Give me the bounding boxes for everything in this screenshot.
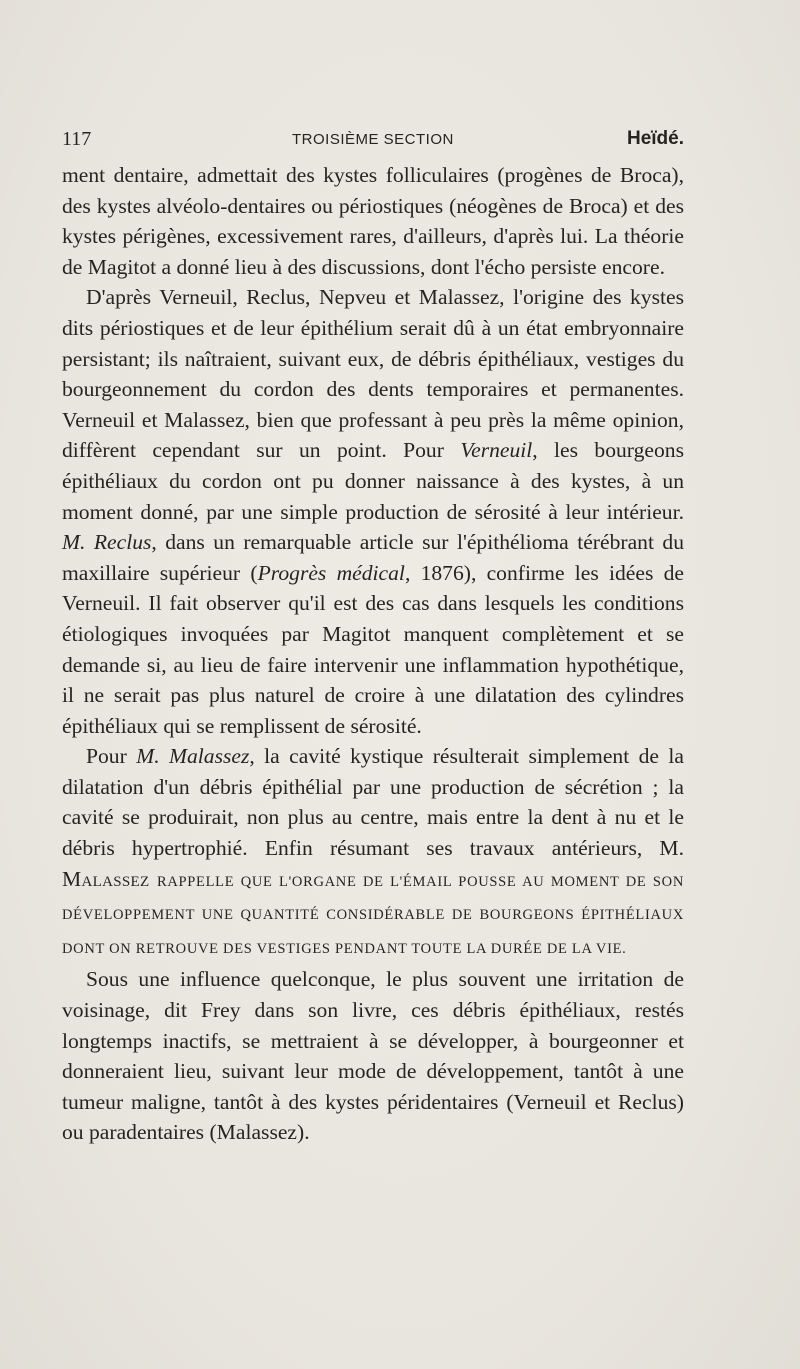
emphasis-verneuil: Verneuil [460,438,533,463]
page-number: 117 [62,128,92,150]
emphasis-reclus: M. Reclus [62,530,152,555]
paragraph-3-text-b: , la cavité kystique résulterait simplement de la dilatation d'un débris épithélial par une production de sécrétion ; la cavité se produirait, non plus au centre, mais entre la dent à nu et le débris hypertrophié. Enfin résumant ses travaux antérieurs, M. [62,744,684,861]
paragraph-2-text-b: , les bourgeons épithéliaux du cordon ont pu donner naissance à des kystes, à un moment donné, par une simple production de sérosité à leur intérieur. [62,438,684,524]
paragraph-3-text-a: Pour [86,744,127,769]
paragraph-2-text-d: , 1876), confirme les idées de Verneuil. Il fait observer qu'il est des cas dans lesquels les conditions étiologiques invoquées par Magitot manquent complètement et se demande si, au lieu de faire intervenir une inflammation hypothétique, il ne serait pas plus naturel de croire à une dilatation des cylindres épithéliaux qui se remplissent de sérosité. [62,560,684,738]
paragraph-1: ment dentaire, admettait des kystes folliculaires (progènes de Broca), des kystes alvéolo-dentaires ou périostiques (néogènes de Broca) et des kystes périgènes, excessivement rares, d'ailleurs, d'après lui. La théorie de Magitot a donné lieu à des discussions, dont l'écho persiste encore. [62,163,684,279]
paragraph-2 [62,282,684,741]
paragraph-2-text-c: , dans un remarquable article sur l'épithélioma térébrant du maxillaire supérieur ( [62,530,684,585]
author-name: Heïdé. [626,128,684,149]
paragraph-2-text-a: D'après Verneuil, Reclus, Nepveu et Malassez, l'origine des kystes dits périostiques et de leur épithélium serait dû à un état embryonnaire persistant; ils naîtraient, suivant eux, de débris épithéliaux, vestiges du bourgeonnement du cordon des dents temporaires et permanentes. Verneuil et Malassez, bien que professant à peu près la même opinion, diffèrent cependant sur un point. Pour [62,285,684,463]
paragraph-4: Sous une influence quelconque, le plus souvent une irritation de voisinage, dit Frey dans son livre, ces débris épithéliaux, restés longtemps inactifs, se mettraient à se développer, à bourgeonner et donneraient lieu, suivant leur mode de développement, tantôt à une tumeur maligne, tantôt à des kystes péridentaires (Verneuil et Reclus) ou paradentaires (Malassez). [62,967,684,1145]
section-title: TROISIÈME SECTION [292,131,454,148]
paragraph-3 [62,741,684,964]
body-text [62,160,684,1148]
running-head [62,128,684,156]
small-caps-malassez: Malassez [62,866,150,891]
emphasis-progres-medical: Progrès médical [257,560,405,585]
emphasis-malassez: M. Malassez [136,744,250,769]
small-caps-passage: RAPPELLE QUE L'ORGANE DE L'ÉMAIL POUSSE AU MOMENT DE SON DÉVELOPPEMENT UNE QUANTITÉ CONSIDÉRABLE DE BOURGEONS ÉPITHÉLIAUX DONT ON RETROUVE DES VESTIGES PENDANT TOUTE LA DURÉE DE LA VIE. [62,873,684,957]
